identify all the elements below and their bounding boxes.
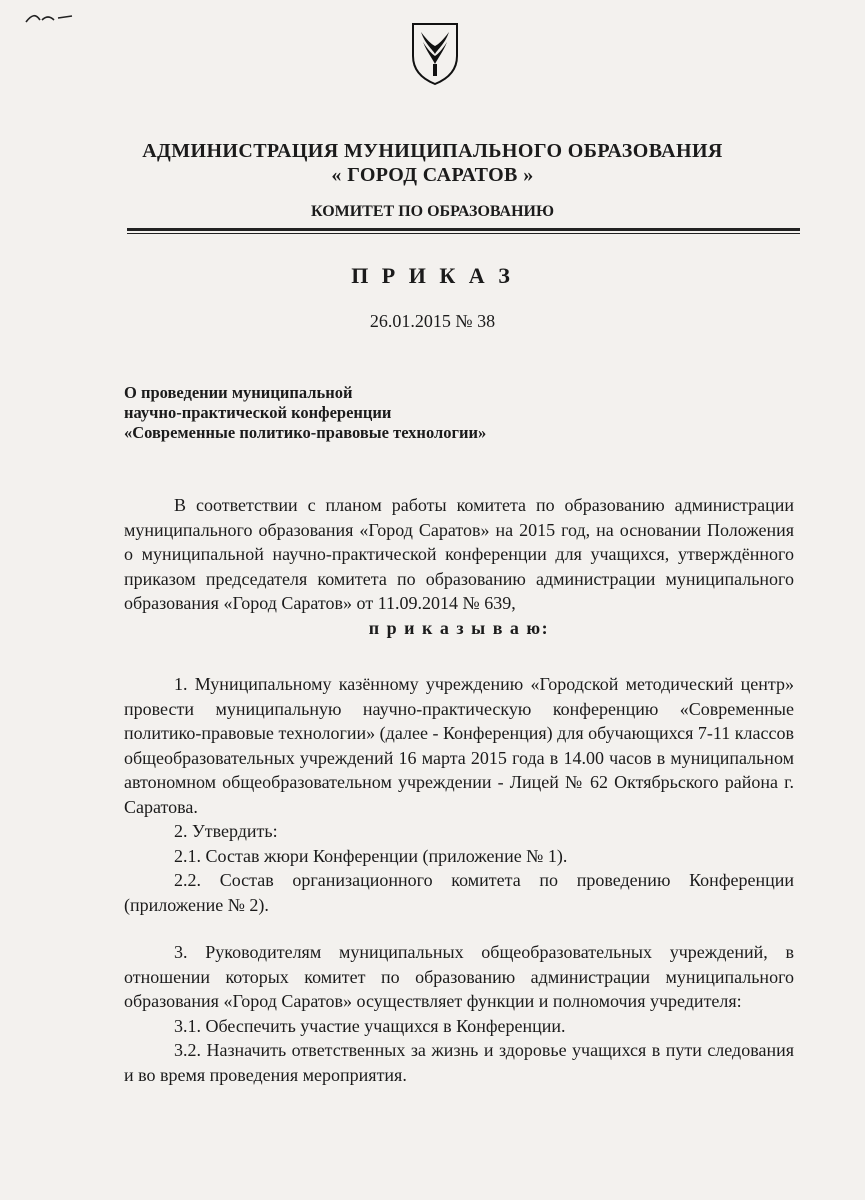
pen-mark-icon bbox=[22, 8, 82, 30]
item-3-2: 3.2. Назначить ответственных за жизнь и здоровье учащихся в пути следования и во время проведения мероприятия. bbox=[124, 1040, 794, 1085]
city-name: « ГОРОД САРАТОВ » bbox=[331, 164, 534, 186]
committee-name: КОМИТЕТ ПО ОБРАЗОВАНИЮ bbox=[310, 203, 555, 220]
item-3-1: 3.1. Обеспечить участие учащихся в Конференции. bbox=[174, 1015, 566, 1036]
saratov-emblem-icon bbox=[409, 20, 461, 86]
subject-line: О проведении муниципальной bbox=[124, 383, 353, 402]
order-date-number: 26.01.2015 № 38 bbox=[369, 311, 496, 331]
header-divider-thin bbox=[127, 233, 800, 234]
subject-line: научно-практической конференции bbox=[124, 403, 392, 422]
command-word: п р и к а з ы в а ю: bbox=[368, 617, 550, 638]
item-2: 2. Утвердить: bbox=[174, 821, 278, 841]
order-title: П Р И К А З bbox=[351, 263, 514, 288]
order-subject bbox=[124, 383, 644, 443]
item-3: 3. Руководителям муниципальных общеобразовательных учреждений, в отношении которых комитет по образованию администрации муниципального образования «Город Саратов» осуществляет функции и полномочия учредителя: bbox=[124, 942, 794, 1011]
header-divider-thick bbox=[127, 228, 800, 231]
preamble-block bbox=[124, 493, 794, 640]
item-2-1: 2.1. Состав жюри Конференции (приложение № 1). bbox=[174, 845, 568, 866]
order-items-block bbox=[124, 672, 794, 917]
preamble-text: В соответствии с планом работы комитета по образованию администрации муниципального образования «Город Саратов» на 2015 год, на основании Положения о муниципальной научно-практической конференции для учащихся, утверждённого приказом председателя комитета по образованию администрации муниципального образования «Город Саратов» от 11.09.2014 № 639, bbox=[124, 495, 794, 613]
item-2-2: 2.2. Состав организационного комитета по проведению Конференции (приложение № 2). bbox=[124, 870, 794, 915]
order-items-block-2 bbox=[124, 940, 794, 1087]
item-1: 1. Муниципальному казённому учреждению «Городской методический центр» провести муниципальную научно-практическую конференцию «Современные политико-правовые технологии» (далее - Конференция) для обучающихся 7-11 классов общеобразовательных учреждений 16 марта 2015 года в 14.00 часов в муниципальном автономном общеобразовательном учреждении - Лицей № 62 Октябрьского района г. Саратова. bbox=[124, 674, 794, 817]
organization-name: АДМИНИСТРАЦИЯ МУНИЦИПАЛЬНОГО ОБРАЗОВАНИЯ bbox=[142, 140, 723, 162]
subject-line: «Современные политико-правовые технологии» bbox=[124, 423, 487, 442]
